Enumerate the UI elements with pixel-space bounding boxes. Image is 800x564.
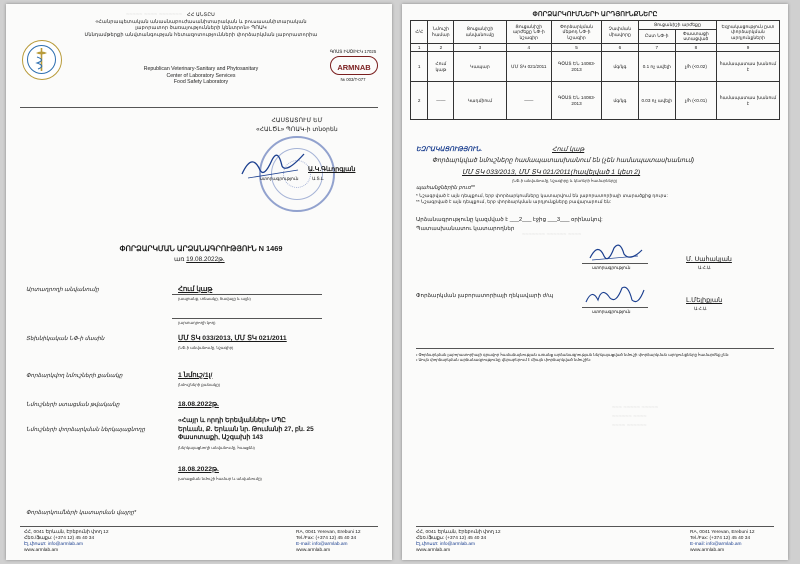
footer-left-address: ՀՀ, 0041 Երևան, Էրեբունի փող 12: [416, 530, 501, 535]
sig-line-1: [582, 263, 648, 264]
footer-divider: [416, 526, 774, 527]
col-number: 6: [602, 43, 639, 52]
table-cell: 1: [411, 52, 428, 82]
sender-line-1: «Հայր և որդի Երեմյաններ» ՍՊԸ: [178, 417, 286, 424]
table-cell: ——: [428, 82, 454, 120]
bleed-through: ≈≈≈≈≈≈≈ ≈≈≈≈≈≈ ≈≈≈≈: [522, 232, 582, 238]
col-number: 2: [428, 43, 454, 52]
accreditation-badge: [330, 56, 378, 75]
field-value-receipt-date: 18.08.2022թ.: [178, 401, 219, 408]
conclusion-heading: ԵԶՐԱԿԱՑՈՒԹՅՈՒՆ.: [416, 146, 483, 153]
approval-position: «ՀԱԼԾԼ» ՊՈԱԿ-ի տնօրեն: [256, 126, 338, 133]
bleed-through: ≈≈≈ ≈≈≈≈≈ ≈≈≈≈≈ ≈≈≈≈≈≈ ≈≈≈≈ ≈≈≈≈ ≈≈≈≈≈≈: [612, 405, 659, 429]
col-group-header: Ցուցանիշի արժեքը: [638, 21, 716, 30]
col-header: Չափման միավորը: [602, 21, 639, 44]
footer-right-email[interactable]: E-mail: info@armlab.am: [690, 542, 742, 547]
table-cell: չ/հ (<0.02): [675, 52, 716, 82]
header-en-2: Center of Laboratory Services: [166, 72, 236, 79]
footer-divider: [20, 526, 378, 527]
stamp-caption: Ա.Տ.Լ.: [312, 176, 325, 181]
footer-left-phone: Հեռ./Ֆաքս: (+374 12) 45 40 34: [24, 536, 95, 541]
sender-line-3: Փասոտաքի, Աշգախի 143: [178, 434, 263, 442]
footnote-2: • Սույն փորձարկման արձանագրությունը վերաբերում է միայն փորձարկված նմուշին:: [416, 357, 591, 363]
footnotes: [416, 352, 729, 362]
sig-caption-1: ստորագրություն: [592, 265, 631, 270]
table-cell: Կապար: [454, 52, 506, 82]
field-value-quantity: 1 նմուշ/1լ/: [178, 372, 213, 379]
footer-left-website[interactable]: www.armlab.am: [416, 548, 451, 553]
results-table: [410, 20, 780, 120]
col-header: Փաստացի ստացված: [675, 29, 716, 43]
field-note-quantity: (նմուշների քանակը): [178, 382, 221, 387]
field-value-product: Հում կաթ: [178, 286, 213, 293]
footer-left-website[interactable]: www.armlab.am: [24, 548, 59, 553]
table-cell: համապատաս խանում է: [717, 82, 780, 120]
footer-right: [690, 530, 755, 554]
col-header: Եզրակացություն ըստ փորձարկման արդյունքների: [717, 21, 780, 44]
footer-right-phone: Tel./Fax: (+374 12) 45 40 34: [296, 536, 357, 541]
footer-right: [296, 530, 361, 554]
col-number: 9: [717, 43, 780, 52]
field-label-product: Արտադրողի անվանումը: [26, 287, 99, 293]
footer-right-website[interactable]: www.armlab.am: [296, 548, 331, 553]
field-underline-product: [172, 294, 322, 295]
table-cell: 2: [411, 82, 428, 120]
footer-right-address: RA, 0041 Yerevan, Erebuni 12: [296, 530, 361, 535]
table-cell: մգ/կգ: [602, 82, 639, 120]
table-cell: Հում կաթ: [428, 52, 454, 82]
footer-right-email[interactable]: E-mail: info@armlab.am: [296, 542, 348, 547]
approval-heading: ՀԱՍՏԱՏՈՒՄ ԵՄ: [271, 117, 323, 124]
col-number: 3: [454, 43, 506, 52]
table-cell: համապատաս խանում է: [717, 52, 780, 82]
header-en-1: Republican Veterinary-Sanitary and Phytosanitary: [143, 66, 259, 72]
header-line-3: լաբորատոր ծառայությունների կենտրոն» ՊՈԱԿ: [135, 25, 267, 32]
sender-block: [178, 417, 314, 443]
footer-left: [416, 530, 501, 554]
table-cell: ՄՄ ՏԿ 021/2011: [506, 52, 552, 82]
col-number: 4: [506, 43, 552, 52]
pages-line: Արձանագրությունը կազմված է ___2___ էջից ___3___ օրինակով:: [416, 217, 603, 223]
col-number: 1: [411, 43, 428, 52]
head-signature: [582, 282, 648, 308]
executor-name: Մ. Սահակյան: [686, 256, 732, 263]
table-cell: 0.1 ոչ ավելի: [638, 52, 675, 82]
header-line-1: ՀՀ ԱՆՏԸՍ: [187, 12, 215, 18]
footnote-divider: [416, 348, 774, 349]
field-value-standard: ՄՄ ՏԿ 033/2013, ՄՄ ՏԿ 021/2011: [178, 335, 287, 342]
table-cell: 0.03 ոչ ավելի: [638, 82, 675, 120]
director-name: Ա.Կ.Գևորգյան: [308, 166, 356, 173]
sig-line-2: [582, 307, 648, 308]
field-note-standard: (ՆՓ-ի անվանումը, նշագիր): [178, 345, 234, 350]
header-line-2: «Հանրապետական անասնաբուժասանիտարական և բուսասանիտարական: [95, 18, 307, 25]
field-underline-code: [172, 318, 322, 319]
head-title: Ա.Հ.Ա.: [694, 306, 708, 311]
table-row: [411, 52, 780, 82]
conclusion-product: Հում կաթ: [552, 146, 585, 153]
sender-date: 18.08.2022թ.: [178, 466, 219, 473]
conditions-label: Փորձարկումների կատարման վայրը*: [26, 510, 137, 516]
table-cell: մգ/կգ: [602, 52, 639, 82]
protocol-date-prefix: առ: [174, 256, 185, 263]
page-1[interactable]: [6, 4, 392, 560]
table-cell: ԳՕՍՏ ԵՆ 14083-2013: [552, 52, 602, 82]
col-number: 5: [552, 43, 602, 52]
conclusion-standard-note: (ՆՓ-ի անվանումը, նշագիրը և կետերի համարները): [512, 178, 618, 183]
footer-right-website[interactable]: www.armlab.am: [690, 548, 725, 553]
page-2[interactable]: [402, 4, 788, 560]
header-en-3: Food Safety Laboratory: [173, 79, 229, 86]
field-label-quantity: Փորձարկվող նմուշների քանակը: [26, 373, 123, 379]
sender-date-note: (ստացման նմուշի համար և անվանումը): [178, 476, 262, 481]
table-cell: ԳՕՍՏ ԵՆ 14083-2013: [552, 82, 602, 120]
col-number: 8: [675, 43, 716, 52]
col-header: Փորձարկման մեթոդ ՆՓ-ի նշագիր: [552, 21, 602, 44]
conclusion-remarks: [416, 193, 668, 205]
table-cell: ——: [506, 82, 552, 120]
conclusion-statement: Փորձարկված նմուշները համապատասխանում են (չեն համապատասխանում): [432, 157, 694, 164]
bleed-through: ≈≈≈≈≈ ≈≈≈≈ ≈≈≈≈≈≈≈: [126, 12, 183, 18]
table-row: [411, 82, 780, 120]
field-label-receipt-date: Նմուշների ստացման թվականը: [26, 402, 120, 408]
field-note-product: (ապրանք, տեսակը, ծավալը և այլն): [178, 296, 251, 301]
remark-1: * Նշագրված է այն դեպքում, երբ փորձարկումները կատարվում են լաբորատորիայի տարածքից դուրս:: [416, 193, 668, 198]
table-number-row: [411, 43, 780, 52]
lab-logo: [22, 40, 62, 80]
signature-role-1: Պատասխանատու կատարողներ: [416, 226, 515, 232]
director-caption: ստորագրություն: [260, 176, 299, 181]
sig-caption-2: ստորագրություն: [592, 309, 631, 314]
protocol-date-row: [174, 255, 225, 263]
field-label-standard: Տեխնիկական ՆՓ-ի մասին: [26, 336, 105, 342]
col-number: 7: [638, 43, 675, 52]
conclusion-standard: ՄՄ ՏԿ 033/2013, ՄՄ ՏԿ 021/2011(հավելված 1 կետ 2): [462, 169, 641, 176]
head-name: Լ.Մելիքյան: [686, 297, 723, 304]
footnote-1: • Փորձարկման լաբորատորիայի գրավոր համաձայնության առանց արձանագրության ներկայացված նմուշի փորձարկման արդյունքները համարժեք չեն:: [416, 352, 730, 357]
header-divider: [20, 107, 378, 108]
results-table-title: ՓՈՐՁԱՐԿՈՒՄՆԵՐԻ ԱՐԴՅՈՒՆՔՆԵՐԸ: [532, 11, 658, 18]
footer-left-phone: Հեռ./Ֆաքս: (+374 12) 45 40 34: [416, 536, 487, 541]
table-cell: չ/հ (<0.01): [675, 82, 716, 120]
table-cell: Կադմիում: [454, 82, 506, 120]
footer-right-phone: Tel./Fax: (+374 12) 45 40 34: [690, 536, 751, 541]
sender-line-2: Երևան, Ք. Երևան նր. Թումանի 27, բն. 25: [178, 425, 314, 433]
field-label-sender: Նմուշների փորձարկման ներկայացնողը: [26, 427, 146, 433]
executor-title: Ա.Հ.Ա.: [698, 265, 712, 270]
footer-left-email[interactable]: Էլ.փոստ: info@armlab.am: [416, 542, 476, 547]
col-header: Ցուցանիշի արժեքը ՆՓ-ի նշագիր: [506, 21, 552, 44]
protocol-date: 19.08.2022թ.: [186, 256, 225, 263]
footer-left: [24, 530, 109, 554]
header-line-4: Սննդամթերքի անվտանգության հետազոտությունների փորձարկման լաբորատորիա: [84, 31, 318, 38]
col-header: Ըստ ՆՓ-ի: [638, 29, 675, 43]
col-header: Նմուշի համար: [428, 21, 454, 44]
footer-right-address: RA, 0041 Yerevan, Erebuni 12: [690, 530, 755, 535]
sender-note: (ներկայացնողի անվանումը, հասցեն): [178, 445, 255, 450]
col-header: Հ/Հ: [411, 21, 428, 44]
armnab-logo-text: ARMNAB: [337, 63, 371, 72]
field-note-code: (արտադրողի կոդ): [178, 320, 216, 325]
conclusion-remarks-label: պահանջներին բուռ**: [416, 185, 475, 191]
protocol-title: ՓՈՐՁԱՐԿՄԱՆ ԱՐՁԱՆԱԳՐՈՒԹՅՈՒՆ N 1469: [119, 244, 283, 253]
signature-role-2: Փորձարկման լաբորատորիայի ղեկավարի ժ/պ: [416, 293, 554, 299]
accreditation-code: № 003/T-077: [340, 77, 366, 82]
footer-left-email[interactable]: Էլ.փոստ: info@armlab.am: [24, 542, 84, 547]
caduceus-icon: [23, 41, 60, 78]
footer-left-address: ՀՀ, 0041 Երևան, Էրեբունի փող 12: [24, 530, 109, 535]
col-header: Ցուցանիշի անվանումը: [454, 21, 506, 44]
table-header-row: [411, 21, 780, 30]
remark-2: ** Նշագրված է այն դեպքում, երբ փորձարկման արդյունքները բավարարում են:: [416, 199, 612, 204]
accreditation-top: ԳՈՍՏ ԻՍՕ/ԻԷԿ 17025: [329, 49, 377, 54]
